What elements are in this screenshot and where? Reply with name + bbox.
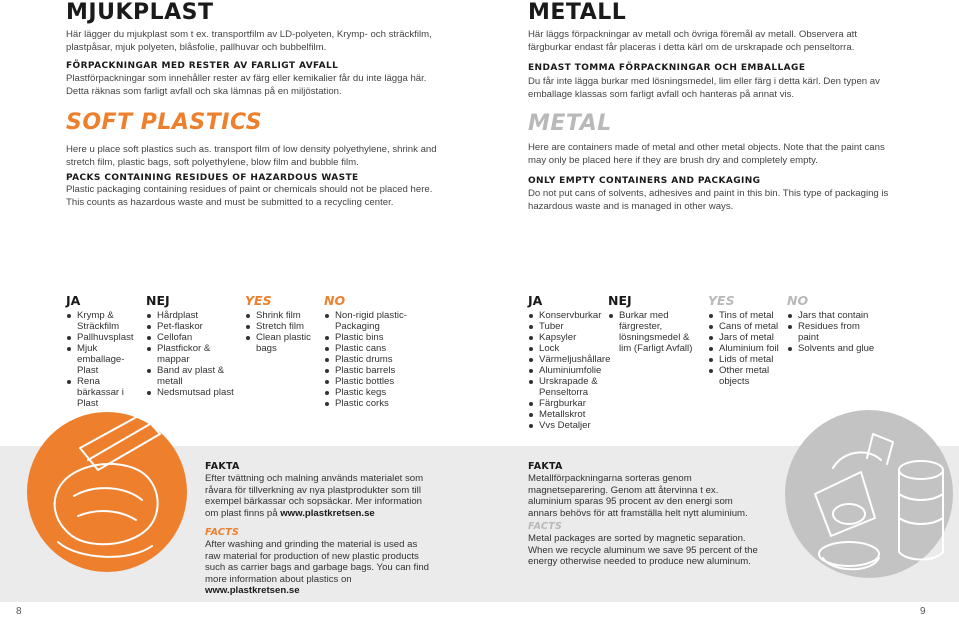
metal-nej-list xyxy=(608,310,703,354)
list-item: Lids of metal xyxy=(708,354,783,365)
metal-no-column xyxy=(787,294,882,354)
list-item: Non-rigid plastic-Packaging xyxy=(324,310,409,332)
intro-text: Här lägger du mjukplast som t ex. transportfilm av LD-polyeten, Krymp- och sträckfilm, plastpåsar, mjuk polyeten, blåsfolie, pallhuvar och bubbelfilm. xyxy=(66,29,432,54)
metal-ja-column xyxy=(528,293,611,431)
list-item: Aluminiumfolie xyxy=(528,365,608,376)
metal-ja-list xyxy=(528,310,611,431)
section-title-metal: METAL xyxy=(528,111,612,136)
ja-column xyxy=(66,294,141,409)
facts-heading-right: FACTS xyxy=(528,521,563,532)
list-item: Plastic kegs xyxy=(324,387,409,398)
empty-heading: ENDAST TOMMA FÖRPACKNINGAR OCH EMBALLAGE xyxy=(528,63,806,73)
list-item: Plastfickor & mappar xyxy=(146,343,236,365)
metal-no-list xyxy=(787,310,882,354)
list-item: Pet-flaskor xyxy=(146,321,236,332)
en-intro-text: Here u place soft plastics such as. transport film of low density polyethylene, shrink and stretch film, plastic bags, soft polyethylene, blow film and bubble film. xyxy=(66,144,437,169)
facts-body-left: After washing and grinding the material is used as raw material for production of new plastic products such as carrier bags and garbage bags. You can find more information about plastics on xyxy=(205,539,430,585)
nej-list xyxy=(146,310,236,398)
soft-plastic-bag-icon xyxy=(22,400,192,605)
list-item: Stretch film xyxy=(245,321,320,332)
nej-heading: NEJ xyxy=(146,293,170,308)
en-empty-heading: ONLY EMPTY CONTAINERS AND PACKAGING xyxy=(528,176,761,186)
page-number-left: 8 xyxy=(16,606,22,617)
metal-nej-column xyxy=(608,294,703,354)
list-item: Residues from paint xyxy=(787,321,882,343)
metal-no-heading: NO xyxy=(787,293,809,308)
list-item: Nedsmutsad plast xyxy=(146,387,236,398)
list-item: Värmeljushållare xyxy=(528,354,608,365)
empty-text: Du får inte lägga burkar med lösningsmedel, lim eller färg i detta kärl. Den typen av emballage klassas som farligt avfall och hanteras på annat vis. xyxy=(528,76,880,101)
list-item: Urskrapade & Penseltorra xyxy=(528,376,608,398)
fakta-heading-right: FAKTA xyxy=(528,461,563,472)
fakta-text-right: Metallförpackningarna sorteras genom magnetseparering. Genom att återvinna t ex. aluminium sparas 95 procent av den energi som annars behövs för att framställa helt nytt aluminium. xyxy=(528,473,748,519)
list-item: Plastic bins xyxy=(324,332,409,343)
facts-text-right: Metal packages are sorted by magnetic separation. When we recycle aluminum we save 95 percent of the energy otherwise needed to produce new aluminum. xyxy=(528,533,758,568)
list-item: Jars that contain xyxy=(787,310,882,321)
list-item: Shrink film xyxy=(245,310,320,321)
yes-heading: YES xyxy=(245,293,272,308)
list-item: Plastic corks xyxy=(324,398,409,409)
fakta-heading-left: FAKTA xyxy=(205,461,240,472)
list-item: Vvs Detaljer xyxy=(528,420,608,431)
list-item: Mjuk emballage-Plast xyxy=(66,343,141,376)
no-list xyxy=(324,310,409,409)
list-item: Kapsyler xyxy=(528,332,608,343)
list-item: Other metal objects xyxy=(708,365,783,387)
list-item: Clean plastic bags xyxy=(245,332,320,354)
hazard-text: Plastförpackningar som innehåller rester av färg eller kemikalier får du inte lägga här. Detta räknas som farligt avfall och ska lämnas på en miljöstation. xyxy=(66,73,427,98)
no-heading: NO xyxy=(324,293,346,308)
facts-heading-left: FACTS xyxy=(205,527,240,538)
list-item: Hårdplast xyxy=(146,310,236,321)
list-item: Rena bärkassar i Plast xyxy=(66,376,141,409)
fakta-text-left xyxy=(205,473,435,519)
en-empty-text: Do not put cans of solvents, adhesives and paint in this bin. This type of packaging is hazardous waste and is managed in other ways. xyxy=(528,188,889,213)
list-item: Tins of metal xyxy=(708,310,783,321)
list-item: Band av plast & metall xyxy=(146,365,236,387)
ja-list xyxy=(66,310,141,409)
metal-intro-text: Här läggs förpackningar av metall och övriga föremål av metall. Observera att färgburkar endast får placeras i detta kärl om de urskrapade och penseltorra. xyxy=(528,29,857,54)
metal-en-intro-text: Here are containers made of metal and other metal objects. Note that the paint cans may only be placed here if they are brush dry and completely empty. xyxy=(528,142,885,167)
list-item: Metallskrot xyxy=(528,409,608,420)
list-item: Färgburkar xyxy=(528,398,608,409)
fakta-body-left: Efter tvättning och malning används materialet som råvara för tillverkning av nya plastprodukter som till exempel bärkassar och sopsäckar. Mer information om plast finns på xyxy=(205,473,424,519)
metal-ja-heading: JA xyxy=(528,293,543,308)
list-item: Lock xyxy=(528,343,608,354)
page-title-mjukplast: MJUKPLAST xyxy=(66,0,214,25)
list-item: Plastic drums xyxy=(324,354,409,365)
list-item: Cellofan xyxy=(146,332,236,343)
fakta-link-left[interactable]: www.plastkretsen.se xyxy=(280,507,375,519)
list-item: Krymp & Sträckfilm xyxy=(66,310,141,332)
list-item: Konservburkar xyxy=(528,310,608,321)
page-number-right: 9 xyxy=(920,606,926,617)
list-item: Plastic bottles xyxy=(324,376,409,387)
list-item: Plastic barrels xyxy=(324,365,409,376)
list-item: Solvents and glue xyxy=(787,343,882,354)
no-column xyxy=(324,294,409,409)
list-item: Plastic cans xyxy=(324,343,409,354)
en-hazard-heading: PACKS CONTAINING RESIDUES OF HAZARDOUS WASTE xyxy=(66,173,359,183)
yes-list xyxy=(245,310,320,354)
metal-nej-heading: NEJ xyxy=(608,293,632,308)
facts-link-left[interactable]: www.plastkretsen.se xyxy=(205,585,300,597)
list-item: Jars of metal xyxy=(708,332,783,343)
metal-yes-list xyxy=(708,310,783,387)
list-item: Cans of metal xyxy=(708,321,783,332)
metal-yes-column xyxy=(708,294,783,387)
nej-column xyxy=(146,294,236,398)
list-item: Burkar med färgrester, lösningsmedel & lim (Farligt Avfall) xyxy=(608,310,703,354)
list-item: Aluminium foil xyxy=(708,343,783,354)
section-title-soft-plastics: SOFT PLASTICS xyxy=(66,110,263,135)
en-hazard-text: Plastic packaging containing residues of paint or chemicals should not be placed here. This counts as hazardous waste and must be submitted to a recycling center. xyxy=(66,184,433,209)
hazard-heading: FÖRPACKNINGAR MED RESTER AV FARLIGT AVFALL xyxy=(66,61,339,71)
facts-text-left xyxy=(205,539,435,597)
yes-column xyxy=(245,294,320,354)
list-item: Tuber xyxy=(528,321,608,332)
metal-yes-heading: YES xyxy=(708,293,735,308)
page-title-metall: METALL xyxy=(528,0,627,25)
ja-heading: JA xyxy=(66,293,81,308)
metal-cans-icon xyxy=(771,398,959,608)
list-item: Pallhuvsplast xyxy=(66,332,141,343)
